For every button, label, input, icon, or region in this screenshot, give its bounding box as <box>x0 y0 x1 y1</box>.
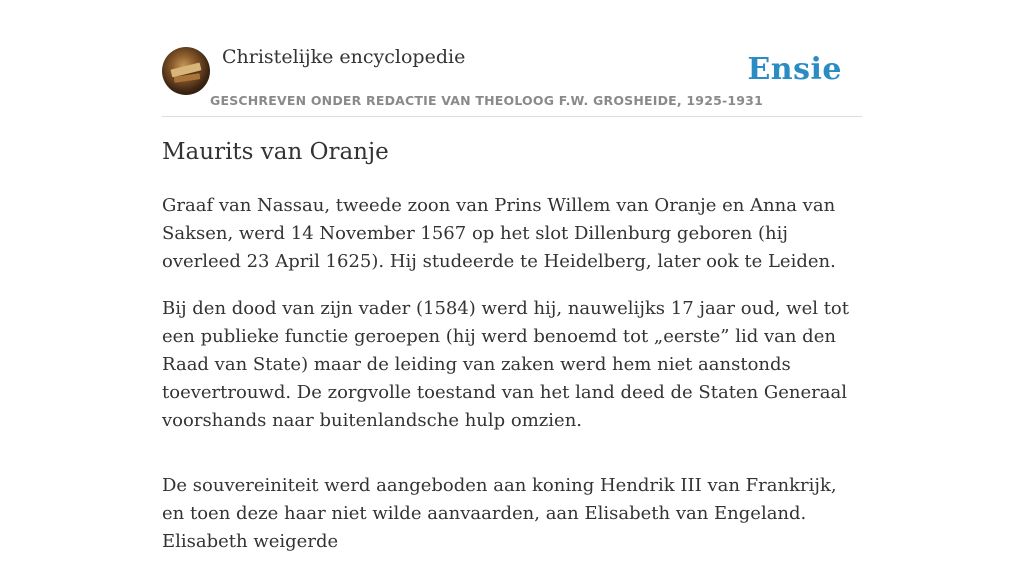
article-paragraph: Bij den dood van zijn vader (1584) werd hij, nauwelijks 17 jaar oud, wel tot een publieke functie geroepen (hij werd benoemd tot „eerste” lid van den Raad van State) maar de leiding van zaken werd hem niet aanstonds toevertrouwd. De zorgvolle toestand van het land deed de Staten Generaal voorshands naar buitenlandsche hulp omzien. <box>162 298 849 431</box>
site-header <box>162 46 862 117</box>
site-title[interactable]: Christelijke encyclopedie <box>222 46 466 68</box>
site-subtitle: GESCHREVEN ONDER REDACTIE VAN THEOLOOG F.W. GROSHEIDE, 1925-1931 <box>210 93 763 108</box>
article-paragraph: De souvereiniteit werd aangeboden aan koning Hendrik III van Frankrijk, en toen deze haar niet wilde aanvaarden, aan Elisabeth van Engeland. Elisabeth weigerde <box>162 475 837 552</box>
article-body <box>162 192 862 575</box>
article-paragraph: Graaf van Nassau, tweede zoon van Prins Willem van Oranje en Anna van Saksen, werd 14 November 1567 op het slot Dillenburg geboren (hij overleed 23 April 1625). Hij studeerde te Heidelberg, later ook te Leiden. <box>162 195 836 272</box>
article-title: Maurits van Oranje <box>162 139 389 165</box>
ensie-logo[interactable]: Ensie <box>747 52 842 87</box>
avatar[interactable] <box>162 47 210 95</box>
